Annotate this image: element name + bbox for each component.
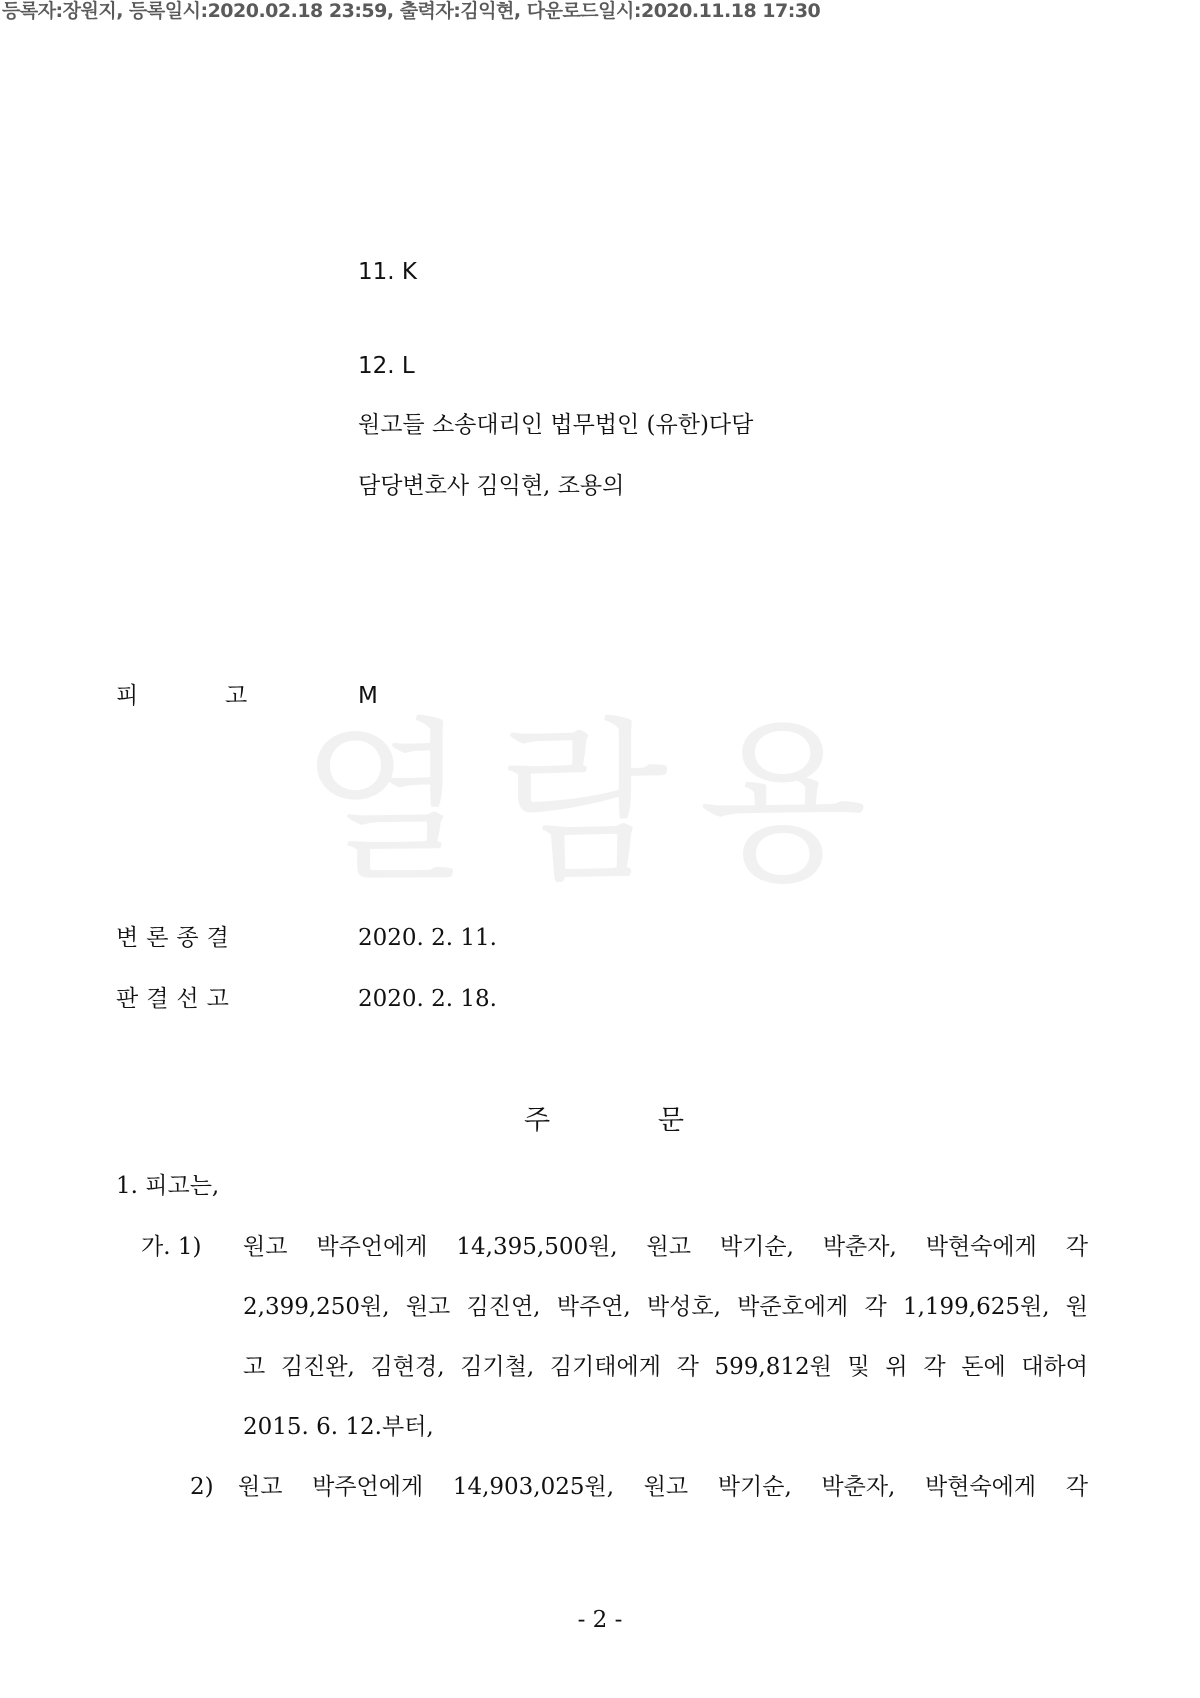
- closing-argument-date: 2020. 2. 11.: [358, 925, 497, 951]
- attorneys-in-charge: 담당변호사 김익현, 조용의: [358, 473, 625, 499]
- order-title-char-1: 주: [524, 1105, 551, 1136]
- order-sub2-line-1: 원고 박주언에게 14,903,025원, 원고 박기순, 박춘자, 박현숙에게 각: [238, 1474, 1088, 1500]
- defendant-name: M: [358, 683, 378, 709]
- plaintiff-11: 11. K: [358, 259, 417, 285]
- order-ga-line-4: 2015. 6. 12.부터,: [243, 1414, 434, 1440]
- plaintiff-counsel: 원고들 소송대리인 법무법인 (유한)다담: [358, 412, 754, 438]
- closing-argument-label: 변론종결: [116, 925, 237, 951]
- order-title: [524, 1103, 684, 1139]
- order-title-char-2: 문: [657, 1105, 684, 1136]
- order-ga-line-1: 원고 박주언에게 14,395,500원, 원고 박기순, 박춘자, 박현숙에게 각: [243, 1234, 1088, 1260]
- viewing-watermark: 열람용: [300, 703, 898, 906]
- order-ga-line-2: 2,399,250원, 원고 김진연, 박주연, 박성호, 박준호에게 각 1,199,625원, 원: [243, 1294, 1088, 1320]
- order-item-1: 1. 피고는,: [116, 1173, 220, 1199]
- document-meta-header: 등록자:장원지, 등록일시:2020.02.18 23:59, 출력자:김익현, 다운로드일시:2020.11.18 17:30: [2, 0, 821, 22]
- order-ga-marker: 가. 1): [141, 1234, 202, 1260]
- plaintiff-12: 12. L: [358, 353, 415, 379]
- defendant-label-1: 피: [116, 683, 139, 709]
- order-sub2-marker: 2): [190, 1474, 214, 1500]
- order-ga-line-3: 고 김진완, 김현경, 김기철, 김기태에게 각 599,812원 및 위 각 돈에 대하여: [243, 1354, 1088, 1380]
- defendant-label-2: 고: [225, 683, 248, 709]
- judgment-label: 판결선고: [116, 986, 237, 1012]
- page-number: - 2 -: [577, 1607, 623, 1633]
- judgment-date: 2020. 2. 18.: [358, 986, 497, 1012]
